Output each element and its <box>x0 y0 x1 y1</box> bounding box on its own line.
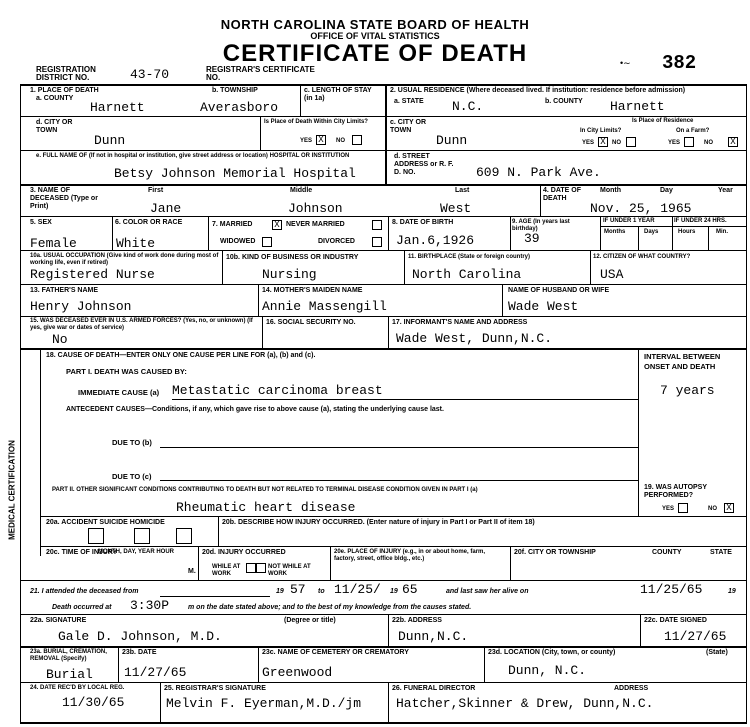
date-of-death: Nov. 25, 1965 <box>590 201 692 216</box>
injury-occurred-label: 20d. INJURY OCCURRED <box>202 549 286 556</box>
res-state: N.C. <box>452 99 484 114</box>
hours-label: Hours <box>678 229 696 235</box>
middle-name: Johnson <box>288 201 343 216</box>
within-no-label: NO <box>336 138 345 144</box>
autopsy-yes-checkbox[interactable] <box>678 503 688 513</box>
in-city-no-label: NO <box>612 140 621 146</box>
never-married-label: NEVER MARRIED <box>286 221 345 228</box>
in-city-label: In City Limits? <box>580 128 622 134</box>
burial-label: 23a. BURIAL, CREMATION, REMOVAL (Specify) <box>30 649 107 662</box>
to-label: to <box>318 588 325 595</box>
length-of-stay-label: c. LENGTH OF STAY (in 1a) <box>304 87 372 102</box>
office-title: OFFICE OF VITAL STATISTICS <box>310 31 440 41</box>
to-date: 11/25/ <box>334 582 381 597</box>
injury-city-label: 20f. CITY OR TOWNSHIP <box>514 549 596 556</box>
armed-forces-label: 15. WAS DECEASED EVER IN U.S. ARMED FORCES? (Yes, no, or unknown) (If yes, give war or dates of service) <box>30 318 253 331</box>
sig-address-label: 22b. ADDRESS <box>392 617 442 624</box>
middle-label: Middle <box>290 187 313 194</box>
death-occurred-suffix: m on the date stated above; and to the best of my knowledge from the causes stated. <box>188 604 472 611</box>
date-of-death-label: 4. DATE OF DEATH <box>543 187 581 202</box>
in-city-yes-label: YES <box>582 140 595 146</box>
burial-location-label: 23d. LOCATION (City, town, or county) <box>488 649 616 656</box>
part2-label: PART II. OTHER SIGNIFICANT CONDITIONS CONTRIBUTING TO DEATH BUT NOT RELATED TO TERMINAL DISEASE CONDITION GIVEN IN PART I (a) <box>52 487 478 493</box>
last-saw-suffix: 19 <box>728 588 736 595</box>
birthplace: North Carolina <box>412 267 522 282</box>
death-township: Averasboro <box>200 100 279 115</box>
res-city-label: c. CITY OR TOWN <box>390 119 427 134</box>
institution: Betsy Johnson Memorial Hospital <box>114 166 356 181</box>
min-label: Min. <box>716 229 728 235</box>
cemetery: Greenwood <box>262 665 333 680</box>
not-while-at-work-label: NOT WHILE AT WORK <box>268 564 311 577</box>
antecedent-label: ANTECEDENT CAUSES—Conditions, if any, which gave rise to above cause (a), stating the underlying cause last. <box>66 406 444 413</box>
occupation: Registered Nurse <box>30 267 155 282</box>
interval: 7 years <box>660 383 715 398</box>
describe-injury-label: 20b. DESCRIBE HOW INJURY OCCURRED. (Enter nature of injury in Part I or Part II of item 18) <box>222 519 535 526</box>
spouse-label: NAME OF HUSBAND OR WIFE <box>508 287 610 294</box>
funeral-director: Hatcher,Skinner & Drew, Dunn,N.C. <box>396 696 654 711</box>
not-while-at-work-checkbox[interactable] <box>256 563 266 573</box>
in-city-no-checkbox[interactable] <box>626 137 636 147</box>
street-label: d. STREET ADDRESS or R. F. D. NO. <box>394 153 454 176</box>
widowed-checkbox[interactable] <box>262 237 272 247</box>
from-year: 57 <box>290 582 306 597</box>
sex-label: 5. SEX <box>30 219 52 226</box>
armed-forces: No <box>52 332 68 347</box>
death-time: 3:30P <box>130 598 170 613</box>
month-label: Month <box>600 187 621 194</box>
injury-place-label: 20e. PLACE OF INJURY (e.g., in or about home, farm, factory, street, office bldg., etc.) <box>334 549 486 562</box>
injury-time-label: 20c. TIME OF INJURY <box>46 549 118 556</box>
funeral-director-label: 26. FUNERAL DIRECTOR <box>392 685 476 692</box>
burial-date-label: 23b. DATE <box>122 649 157 656</box>
autopsy-yes-label: YES <box>662 506 675 512</box>
father-name: Henry Johnson <box>30 299 132 314</box>
occupation-label: 10a. USUAL OCCUPATION (Give kind of work done during most of working life, even if retired) <box>30 253 219 266</box>
homicide-checkbox[interactable] <box>176 528 192 544</box>
place-of-residence-label: Is Place of Residence <box>632 118 694 124</box>
year-label: Year <box>718 187 733 194</box>
medical-certification-sidebar: MEDICAL CERTIFICATION <box>7 440 17 540</box>
registrar-cert-label: REGISTRAR'S CERTIFICATE NO. <box>206 65 315 82</box>
to-year: 65 <box>402 582 418 597</box>
registrar-signature: Melvin F. Eyerman,M.D./jm <box>166 696 362 711</box>
board-title: NORTH CAROLINA STATE BOARD OF HEALTH <box>220 17 530 32</box>
institution-label: e. FULL NAME OF (If not in hospital or institution, give street address or location) HOSPITAL OR INSTITUTION <box>36 153 350 159</box>
date-signed: 11/27/65 <box>664 629 727 644</box>
signature-label: 22a. SIGNATURE <box>30 617 87 624</box>
spouse-name: Wade West <box>508 299 579 314</box>
reg-district-value: 43-70 <box>130 67 170 82</box>
signer: Gale D. Johnson, M.D. <box>58 629 222 644</box>
attended-label: 21. I attended the deceased from <box>30 588 139 595</box>
interval-label: INTERVAL BETWEEN ONSET AND DEATH <box>644 352 721 371</box>
under-24-hrs-label: IF UNDER 24 HRS. <box>674 218 727 224</box>
res-county: Harnett <box>610 99 665 114</box>
injury-state-label: STATE <box>710 549 732 556</box>
dob-label: 8. DATE OF BIRTH <box>392 219 454 226</box>
farm-yes-checkbox[interactable] <box>684 137 694 147</box>
death-occurred-label: Death occurred at <box>52 604 112 611</box>
age-label: 9. AGE (In years last birthday) <box>512 219 570 232</box>
informant-label: 17. INFORMANT'S NAME AND ADDRESS <box>392 319 528 326</box>
farm-no-label: NO <box>704 140 713 146</box>
color: White <box>116 236 156 251</box>
part2-condition: Rheumatic heart disease <box>176 500 356 515</box>
sex: Female <box>30 236 77 251</box>
death-city: Dunn <box>94 133 126 148</box>
farm-no-checkbox[interactable]: X <box>728 137 738 147</box>
color-label: 6. COLOR OR RACE <box>115 219 183 226</box>
to-year-prefix: 19 <box>390 588 398 595</box>
res-city: Dunn <box>436 133 468 148</box>
sig-address: Dunn,N.C. <box>398 629 469 644</box>
degree-label: (Degree or title) <box>284 617 336 624</box>
dob: Jan.6,1926 <box>396 233 475 248</box>
immediate-cause-label: IMMEDIATE CAUSE (a) <box>78 388 160 397</box>
registrar-label: 25. REGISTRAR'S SIGNATURE <box>164 685 266 692</box>
farm-yes-label: YES <box>668 140 681 146</box>
last-saw-label: and last saw her alive on <box>446 588 529 595</box>
married-label: 7. MARRIED <box>212 221 253 228</box>
on-farm-label: On a Farm? <box>676 128 710 134</box>
part1-label: PART I. DEATH WAS CAUSED BY: <box>66 367 187 376</box>
citizen: USA <box>600 267 624 282</box>
father-label: 13. FATHER'S NAME <box>30 287 99 294</box>
certificate-number: 382 <box>662 52 697 74</box>
last-name: West <box>440 201 472 216</box>
business-label: 10b. KIND OF BUSINESS OR INDUSTRY <box>226 254 359 261</box>
county-label: a. COUNTY <box>36 95 74 102</box>
last-saw: 11/25/65 <box>640 582 703 597</box>
place-of-death-label: 1. PLACE OF DEATH <box>30 87 99 94</box>
funeral-address-label: ADDRESS <box>614 685 649 692</box>
informant: Wade West, Dunn,N.C. <box>396 331 553 346</box>
stamp-mark: •∼ <box>620 58 631 68</box>
days-label: Days <box>644 229 659 235</box>
certificate-title: CERTIFICATE OF DEATH <box>222 40 528 67</box>
birthplace-label: 11. BIRTHPLACE (State or foreign country) <box>408 254 531 260</box>
accident-checkbox[interactable] <box>88 528 104 544</box>
within-yes-checkbox[interactable]: X <box>316 135 326 145</box>
name-label: 3. NAME OF DECEASED (Type or Print) <box>30 187 98 210</box>
while-at-work-checkbox[interactable] <box>246 563 256 573</box>
reg-district-label: REGISTRATION DISTRICT NO. <box>36 65 96 82</box>
divorced-label: DIVORCED <box>318 238 355 245</box>
age: 39 <box>524 231 540 246</box>
autopsy-no-checkbox[interactable]: X <box>724 503 734 513</box>
residence-label: 2. USUAL RESIDENCE (Where deceased lived. If institution: residence before admission) <box>390 87 686 94</box>
township-label: b. TOWNSHIP <box>212 87 258 94</box>
death-county: Harnett <box>90 100 145 115</box>
never-married-checkbox[interactable] <box>372 220 382 230</box>
date-signed-label: 22c. DATE SIGNED <box>644 617 707 624</box>
burial-date: 11/27/65 <box>124 665 187 680</box>
last-label: Last <box>455 187 470 194</box>
injury-time-sub: MONTH, DAY, YEAR HOUR <box>98 549 175 555</box>
autopsy-label: 19. WAS AUTOPSY PERFORMED? <box>644 484 707 499</box>
autopsy-no-label: NO <box>708 506 717 512</box>
date-recd-label: 24. DATE REC'D BY LOCAL REG. <box>30 685 125 691</box>
mother-label: 14. MOTHER'S MAIDEN NAME <box>262 287 363 294</box>
day-label: Day <box>660 187 673 194</box>
date-recd: 11/30/65 <box>62 695 125 710</box>
cause-label: 18. CAUSE OF DEATH—ENTER ONLY ONE CAUSE PER LINE FOR (a), (b) and (c). <box>46 352 316 359</box>
widowed-label: WIDOWED <box>220 238 256 245</box>
due-to-c-label: DUE TO (c) <box>112 472 152 481</box>
divorced-checkbox[interactable] <box>372 237 382 247</box>
in-city-yes-checkbox[interactable]: X <box>598 137 608 147</box>
city-label: d. CITY OR TOWN <box>36 119 73 134</box>
street: 609 N. Park Ave. <box>476 165 601 180</box>
burial-state-label: (State) <box>706 649 728 656</box>
burial: Burial <box>46 667 93 682</box>
injury-m-label: M. <box>188 568 196 575</box>
first-name: Jane <box>150 201 182 216</box>
from-year-prefix: 19 <box>276 588 284 595</box>
due-to-b-label: DUE TO (b) <box>112 438 152 447</box>
under-1-year-label: IF UNDER 1 YEAR <box>603 218 655 224</box>
business: Nursing <box>262 267 317 282</box>
married-checkbox[interactable]: X <box>272 220 282 230</box>
cemetery-label: 23c. NAME OF CEMETERY OR CREMATORY <box>262 649 409 656</box>
ssn-label: 16. SOCIAL SECURITY NO. <box>266 319 356 326</box>
immediate-cause: Metastatic carcinoma breast <box>172 383 383 398</box>
res-county-label: b. COUNTY <box>545 98 583 105</box>
manner-label: 20a. ACCIDENT SUICIDE HOMICIDE <box>46 519 165 526</box>
within-yes-label: YES <box>300 138 313 144</box>
months-label: Months <box>604 229 626 235</box>
injury-county-label: COUNTY <box>652 549 682 556</box>
suicide-checkbox[interactable] <box>134 528 150 544</box>
res-state-label: a. STATE <box>394 98 424 105</box>
mother-name: Annie Massengill <box>262 299 387 314</box>
within-no-checkbox[interactable] <box>352 135 362 145</box>
burial-location: Dunn, N.C. <box>508 663 587 678</box>
first-label: First <box>148 187 164 194</box>
while-at-work-label: WHILE AT WORK <box>212 564 241 577</box>
citizen-label: 12. CITIZEN OF WHAT COUNTRY? <box>593 254 691 260</box>
within-limits-label: Is Place of Death Within City Limits? <box>264 119 368 125</box>
